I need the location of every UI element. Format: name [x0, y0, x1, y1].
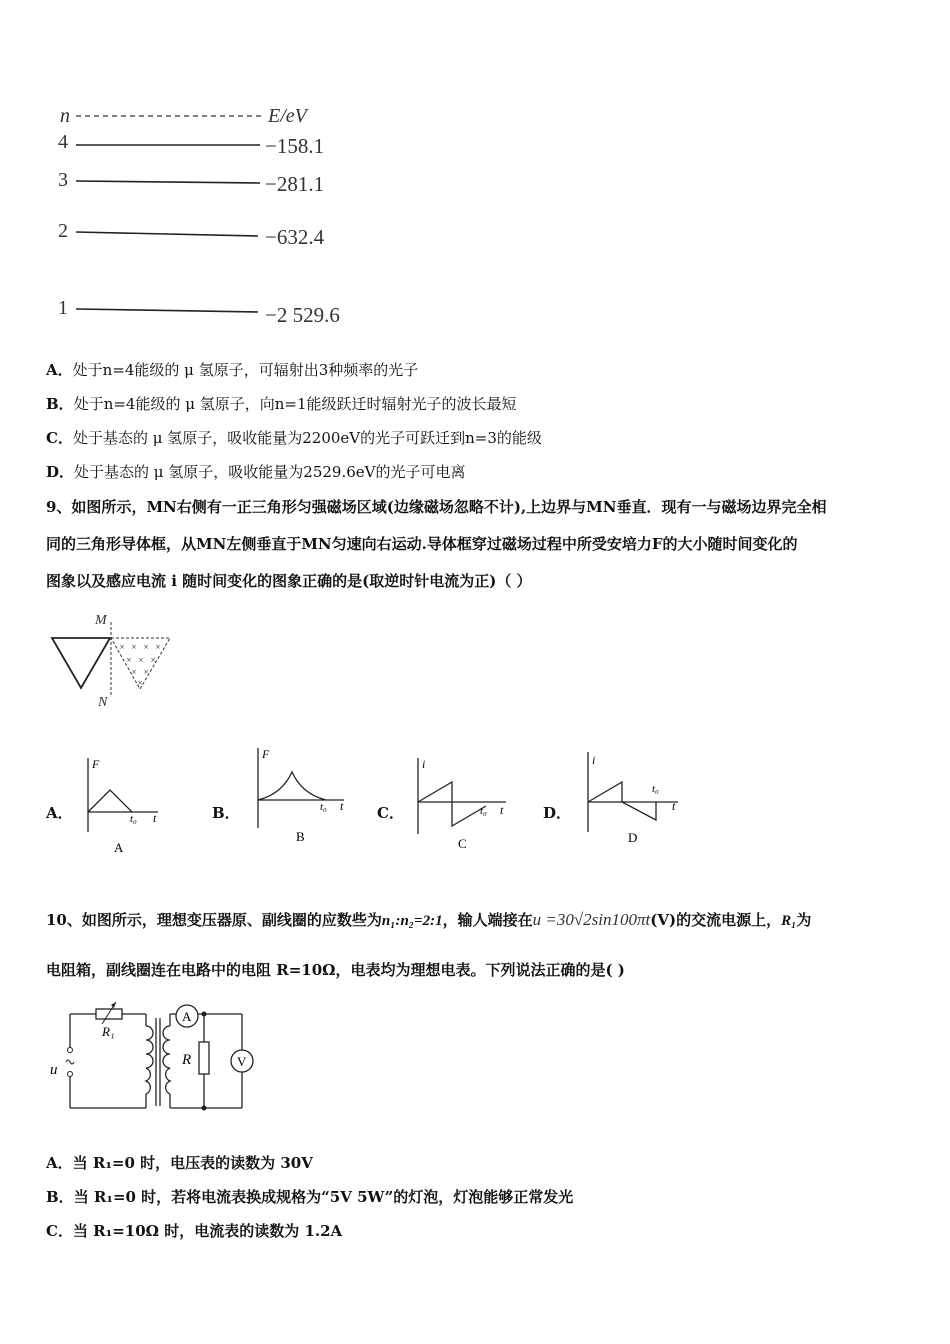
- q10-option-a: A．当 R₁=0 时，电压表的读数为 30V: [46, 1154, 313, 1172]
- q8-option-b: B．处于n=4能级的 μ 氢原子，向n=1能级跃迁时辐射光子的波长最短: [46, 395, 517, 413]
- graph-d-x-label: t: [672, 799, 676, 813]
- level-energy-3: −281.1: [265, 172, 325, 196]
- q10-text-line1: 10、如图所示，理想变压器原、副线圈的应数些为n₁:n₂=2:1，输人端接在u =30√2sin100πt(V)的交流电源上，R₁为: [46, 910, 812, 929]
- graph-b-caption: B: [296, 829, 305, 844]
- graph-c: [400, 752, 515, 857]
- q9-text-line1: 9、如图所示，MN右侧有一正三角形匀强磁场区域(边缘磁场忽略不计),上边界与MN垂直．现有一与磁场边界完全相: [46, 498, 827, 516]
- level-n-3: 3: [58, 169, 68, 191]
- svg-text:×: ×: [131, 667, 137, 677]
- fig-n-label: N: [98, 695, 108, 710]
- graph-a: [70, 752, 170, 857]
- svg-text:×: ×: [138, 655, 144, 665]
- level-energy-2: −632.4: [265, 225, 325, 249]
- graph-c-y-label: i: [422, 757, 426, 771]
- svg-text:×: ×: [131, 642, 137, 652]
- graph-b-t0: t₀: [320, 801, 327, 813]
- graph-b-x-label: t: [340, 799, 344, 813]
- q10-circuit-diagram: [46, 998, 266, 1118]
- graph-a-t0: t₀: [130, 813, 137, 825]
- level-energy-4: −158.1: [265, 134, 325, 158]
- fig-m-label: M: [95, 613, 107, 628]
- svg-text:×: ×: [126, 655, 132, 665]
- q10-option-c: C．当 R₁=10Ω 时，电流表的读数为 1.2A: [46, 1222, 343, 1240]
- energy-e-header: E/eV: [268, 105, 307, 127]
- svg-text:×: ×: [137, 678, 143, 688]
- circuit-r1-label: R₁: [102, 1024, 115, 1039]
- graph-a-x-label: t: [153, 811, 157, 825]
- energy-level-diagram: [50, 100, 380, 335]
- q8-option-d: D．处于基态的 μ 氢原子，吸收能量为2529.6eV的光子可电离: [46, 463, 466, 481]
- circuit-r-label: R: [182, 1052, 192, 1068]
- graph-c-x-label: t: [500, 803, 504, 817]
- graph-b-option: B．: [212, 804, 240, 822]
- level-energy-1: −2 529.6: [265, 303, 340, 327]
- graph-d-option: D．: [543, 804, 572, 822]
- q10-option-b: B．当 R₁=0 时，若将电流表换成规格为“5V 5W”的灯泡，灯泡能够正常发光: [46, 1188, 574, 1206]
- svg-text:×: ×: [143, 667, 149, 677]
- level-n-4: 4: [58, 131, 68, 153]
- graph-d-caption: D: [628, 830, 638, 845]
- q9-text-line3: 图象以及感应电流 i 随时间变化的图象正确的是(取逆时针电流为正)（ ）: [46, 572, 532, 590]
- graph-a-y-label: F: [92, 757, 100, 771]
- circuit-ammeter-label: A: [182, 1009, 192, 1024]
- graph-b: [240, 744, 355, 849]
- graph-c-caption: C: [458, 836, 467, 851]
- q10-formula: u =30√2sin100πt: [532, 910, 651, 929]
- energy-n-header: n: [60, 105, 70, 127]
- graph-d-y-label: i: [592, 753, 596, 767]
- graph-a-option: A．: [46, 804, 73, 822]
- q8-option-a: A．处于n=4能级的 μ 氢原子，可辐射出3种频率的光子: [46, 361, 419, 379]
- q9-text-line2: 同的三角形导体框，从MN左侧垂直于MN匀速向右运动.导体框穿过磁场过程中所受安培力F的大小随时间变化的: [46, 535, 798, 553]
- q9-field-figure: [46, 608, 181, 713]
- svg-text:×: ×: [155, 642, 161, 652]
- graph-d: [570, 748, 685, 853]
- q8-option-c: C．处于基态的 μ 氢原子，吸收能量为2200eV的光子可跃迁到n=3的能级: [46, 429, 542, 447]
- svg-text:×: ×: [119, 642, 125, 652]
- circuit-voltmeter-label: V: [237, 1054, 247, 1069]
- level-n-1: 1: [58, 297, 68, 319]
- graph-c-t0: t₀: [480, 805, 487, 817]
- level-n-2: 2: [58, 220, 68, 242]
- q10-text-line2: 电阻箱，副线圈连在电路中的电阻 R=10Ω，电表均为理想电表。下列说法正确的是( ): [46, 961, 625, 979]
- graph-a-caption: A: [114, 840, 124, 855]
- circuit-u-label: u: [50, 1062, 58, 1078]
- graph-c-option: C．: [377, 804, 404, 822]
- svg-text:×: ×: [143, 642, 149, 652]
- svg-text:×: ×: [150, 655, 156, 665]
- graph-d-t0: t₀: [652, 783, 659, 795]
- graph-b-y-label: F: [262, 747, 270, 761]
